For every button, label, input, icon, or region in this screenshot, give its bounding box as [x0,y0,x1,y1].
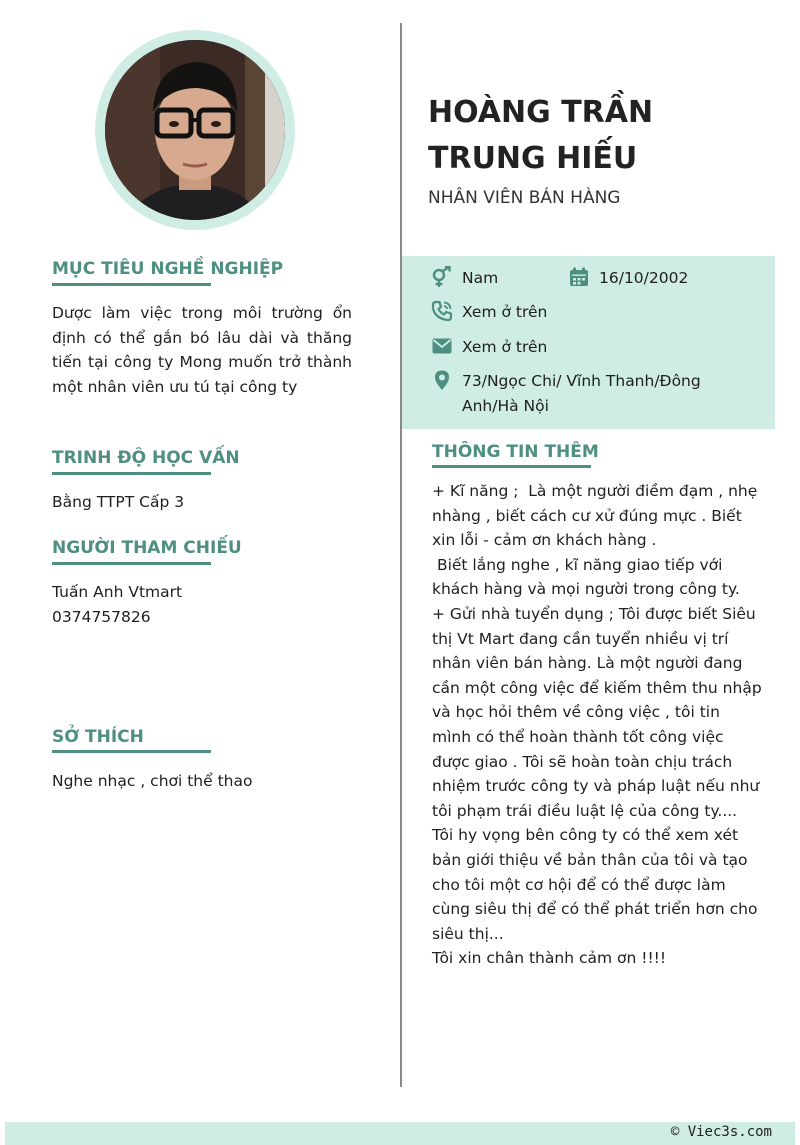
phone-value: Xem ở trên [462,303,548,321]
avatar-photo [105,40,285,220]
avatar [105,40,285,220]
email-value: Xem ở trên [462,338,548,356]
address-value: 73/Ngọc Chi/ Vĩnh Thanh/Đông Anh/Hà Nội [462,372,701,415]
gender-icon [431,266,453,288]
education-rule [52,472,211,475]
calendar-icon [568,266,590,288]
candidate-name: HOÀNG TRẦN TRUNG HIẾU [428,95,654,176]
extra-paragraph: + Kĩ năng ; Là một người điềm đạm , nhẹ nhàng , biết cách cư xử đúng mực . Biết xin lỗi - cảm ơn khách hàng . [432,482,763,550]
job-title: NHÂN VIÊN BÁN HÀNG [428,188,621,208]
map-pin-icon [431,369,453,391]
column-divider [400,23,402,1087]
gender-value: Nam [462,269,499,287]
reference-title: NGƯỜI THAM CHIẾU [52,538,242,558]
career-goal-title: MỤC TIÊU NGHỀ NGHIỆP [52,259,284,279]
phone-icon [431,300,453,322]
extra-info-title: THÔNG TIN THÊM [432,442,599,462]
education-text: Bằng TTPT Cấp 3 [52,493,185,511]
birthdate-value: 16/10/2002 [599,269,689,287]
extra-paragraph: Biết lắng nghe , kĩ năng giao tiếp với khách hàng và mọi người trong công ty. [432,555,740,599]
hobbies-rule [52,750,211,753]
career-goal-rule [52,283,211,286]
reference-name: Tuấn Anh Vtmart [52,583,183,601]
hobbies-title: SỞ THÍCH [52,727,144,747]
education-title: TRINH ĐỘ HỌC VẤN [52,448,240,468]
footer-credit[interactable]: © Viec3s.com [670,1124,772,1140]
extra-paragraph: + Gửi nhà tuyển dụng ; Tôi được biết Siêu thị Vt Mart đang cần tuyển nhiều vị trí nhân viên bán hàng. Là một người đang cần một công việc để kiếm thêm thu nhập và học hỏi thêm về công việc , tôi tin mình có thể hoàn thành tốt công việc được giao . Tôi sẽ hoàn toàn chịu trách nhiệm trước công ty và pháp luật nếu như tôi phạm trái điều luật lệ của công ty.... [432,604,767,820]
envelope-icon [431,335,453,357]
extra-paragraph: Tôi hy vọng bên công ty có thể xem xét bản giới thiệu về bản thân của tôi và tạo cho tôi một cơ hội để có thể được làm cùng siêu thị để có thể phát triển hơn cho siêu thị... [432,826,763,943]
extra-info-text [432,479,767,971]
reference-rule [52,562,211,565]
career-goal-text: Dược làm việc trong môi trường ổn định có thể gắn bó lâu dài và thăng tiến tại công ty Mong muốn trở thành một nhân viên ưu tú tại công ty [52,304,352,396]
reference-phone: 0374757826 [52,608,151,626]
extra-info-rule [432,465,591,468]
hobbies-text: Nghe nhạc , chơi thể thao [52,772,253,790]
extra-paragraph: Tôi xin chân thành cảm ơn !!!! [432,949,667,968]
